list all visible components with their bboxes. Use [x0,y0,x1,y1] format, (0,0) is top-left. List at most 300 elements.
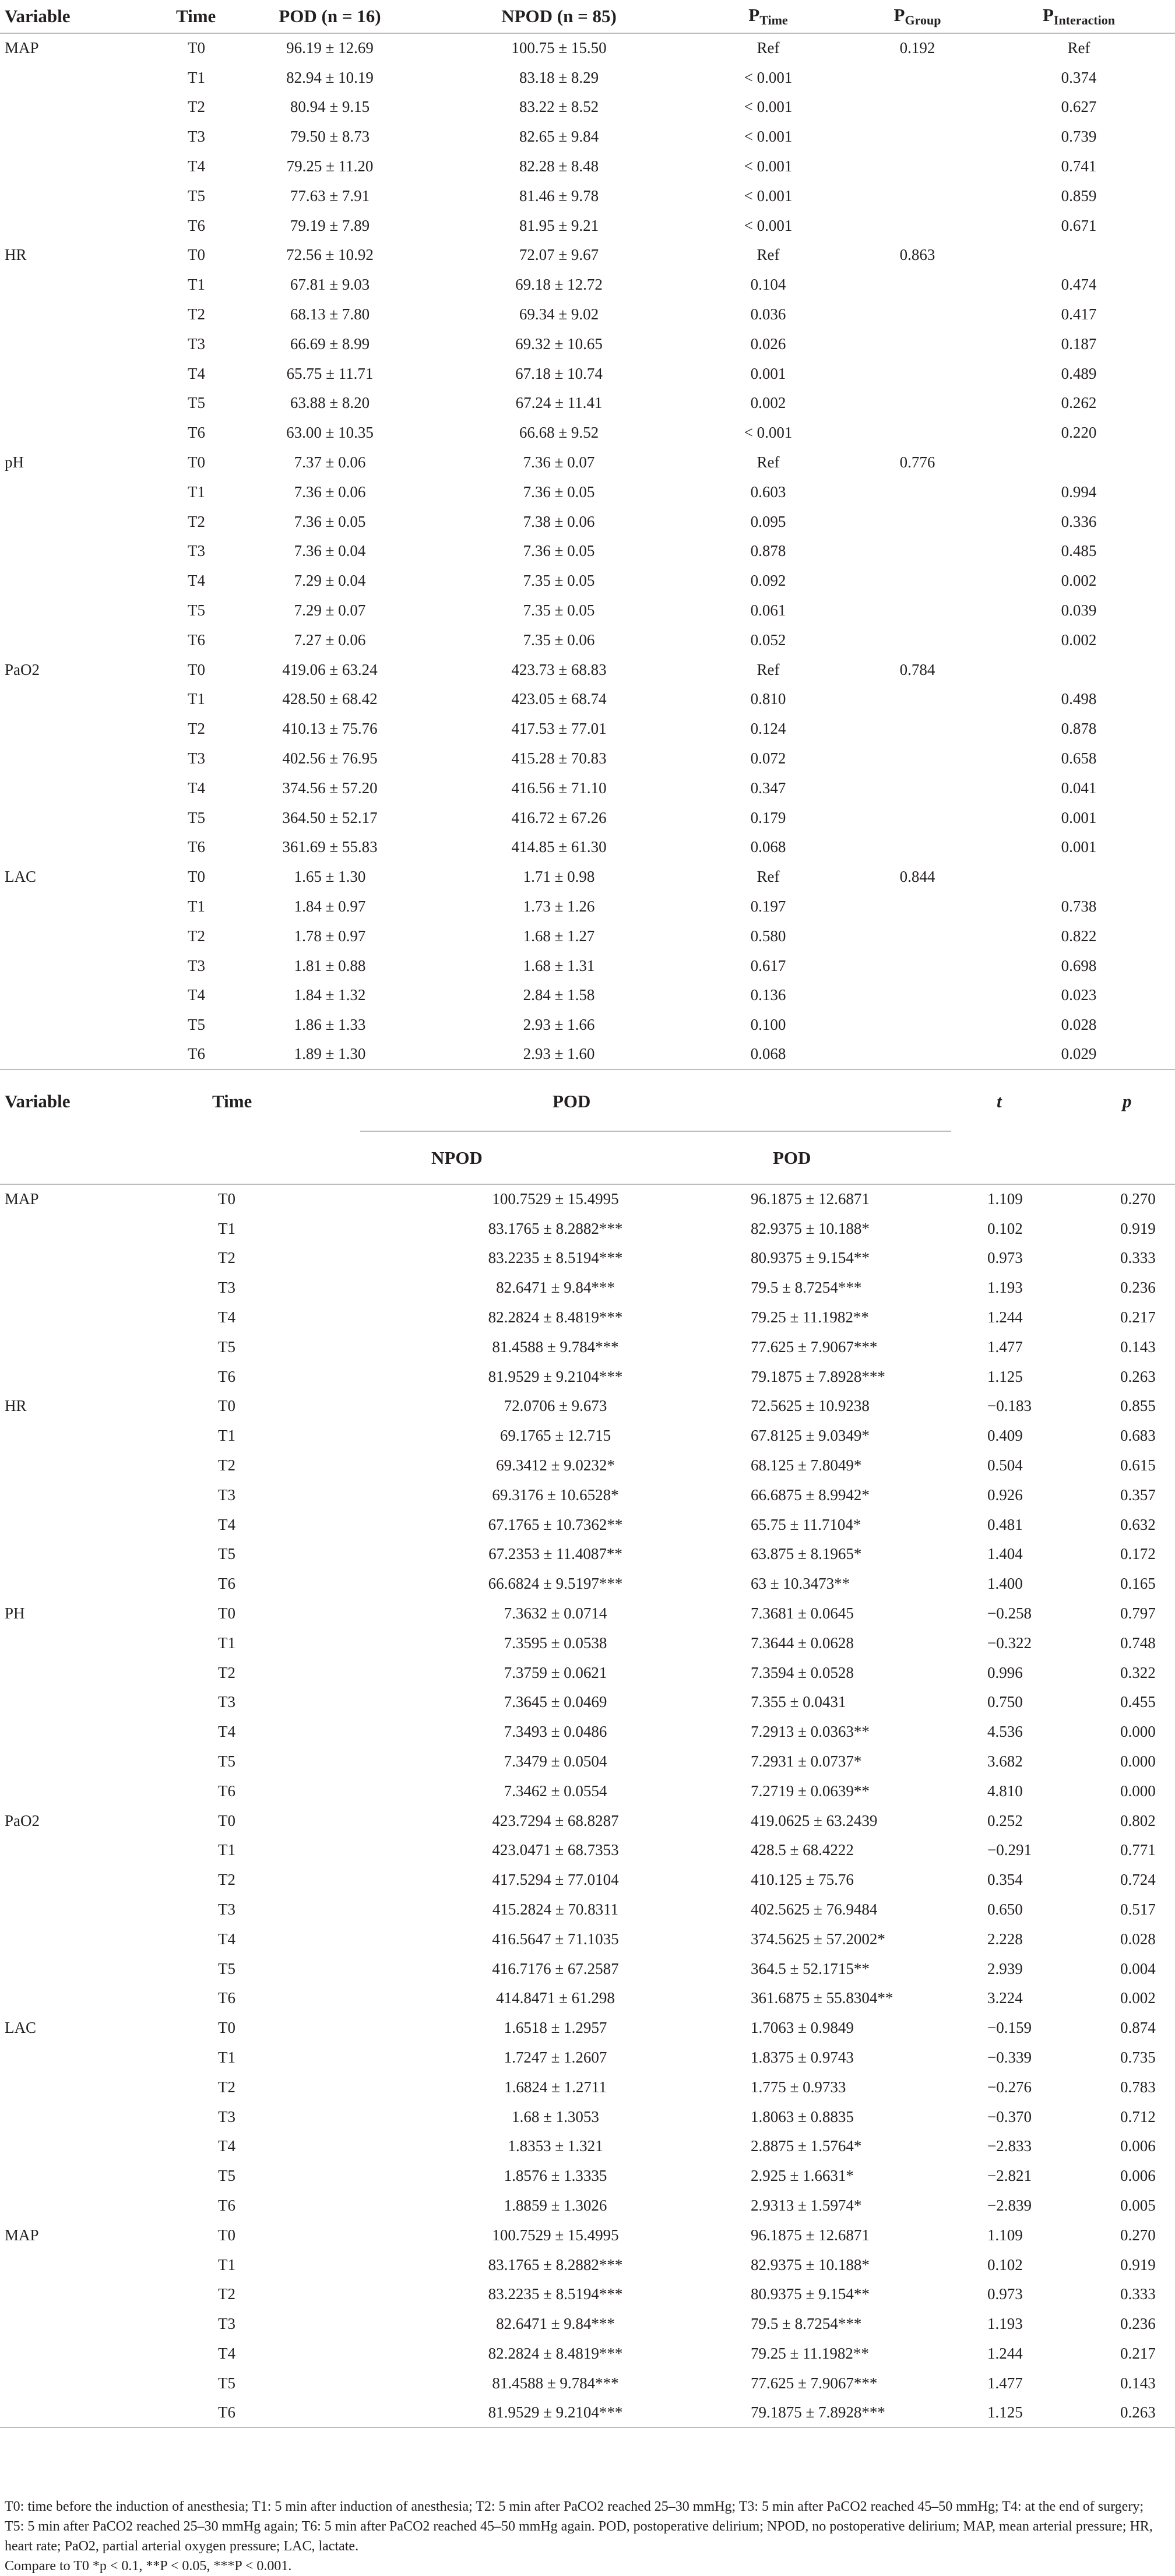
cell-p-interaction: 0.474 [1061,276,1097,294]
cell-time: T3 [188,128,205,146]
cell-variable: MAP [5,39,39,57]
cell-variable [0,892,169,921]
cell-variable: PaO2 [5,1811,40,1829]
cell-npod: 7.35 ± 0.05 [523,601,595,620]
cell-t: −2.833 [987,2137,1032,2155]
cell-p: 0.270 [1120,2226,1156,2244]
cell-npod: 1.8859 ± 1.3026 [504,2196,607,2214]
cell-variable [0,1776,203,1806]
cell-time: T5 [218,2167,235,2185]
cell-npod: 415.2824 ± 70.8311 [492,1901,619,1919]
cell-p-group [852,537,983,566]
cell-time: T6 [218,1989,235,2007]
table-row [0,448,1175,477]
cell-t: 0.102 [987,1219,1023,1237]
cell-variable [0,744,169,773]
cell-p-interaction: 0.002 [1061,631,1097,649]
cell-p-time: 0.052 [750,631,786,649]
cell-variable [0,1540,203,1569]
cell-time: T5 [218,1752,235,1771]
cell-p: 0.263 [1120,1367,1156,1385]
cell-time: T2 [218,2078,235,2096]
cell-pod: 428.50 ± 68.42 [282,690,378,708]
cell-variable [0,1040,169,1069]
table-row [0,596,1175,625]
cell-variable [0,2102,203,2132]
cell-pod: 79.19 ± 7.89 [290,216,370,234]
cell-p-time: 0.001 [750,364,786,382]
cell-p-group [852,477,983,507]
table-row [0,359,1175,389]
cell-p-interaction: 0.822 [1061,927,1097,945]
cell-time: T4 [218,1515,235,1533]
table-row [0,833,1175,863]
cell-npod: 82.28 ± 8.48 [519,157,599,175]
table-row [0,211,1175,241]
table-row [0,1747,1175,1776]
cell-npod: 1.8576 ± 1.3335 [504,2167,607,2185]
cell-p-interaction: 0.001 [1061,808,1097,826]
cell-time: T6 [169,1040,226,1069]
cell-time: T5 [218,1545,235,1563]
cell-pod: 82.9375 ± 10.188* [751,2255,870,2274]
cell-time: T6 [218,2196,235,2214]
cell-pod: 419.0625 ± 63.2439 [751,1811,878,1829]
cell-p-group [852,181,983,211]
cell-p: 0.919 [1120,2255,1156,2274]
cell-p-time: < 0.001 [744,128,793,146]
table-row [0,1040,1175,1069]
cell-p: 0.783 [1120,2078,1156,2096]
cell-pod: 1.86 ± 1.33 [294,1016,366,1034]
cell-t: −0.291 [987,1841,1032,1859]
table2-header-row-2 [0,1132,1175,1184]
cell-variable [0,1984,203,2014]
cell-variable: PH [5,1604,25,1623]
cell-p-interaction: 0.741 [1061,157,1097,175]
cell-npod: 7.3493 ± 0.0486 [504,1723,607,1741]
cell-time: T4 [218,1930,235,1948]
cell-pod: 79.1875 ± 7.8928*** [751,1367,885,1385]
cell-p-time: 0.068 [684,1040,852,1069]
cell-t: 0.973 [987,2285,1023,2303]
cell-time: T3 [218,2315,235,2333]
cell-pod: 80.9375 ± 9.154** [751,1249,870,1267]
header-time: Time [212,1091,252,1111]
cell-p: 0.683 [1120,1427,1156,1445]
cell-p-interaction: 0.671 [1061,216,1097,234]
cell-time: T3 [218,2107,235,2125]
cell-time: T2 [188,927,205,945]
cell-npod: 69.34 ± 9.02 [519,305,599,323]
cell-npod: 423.7294 ± 68.8287 [492,1811,619,1829]
cell-p-interaction: 0.374 [1061,68,1097,86]
cell-npod: 67.18 ± 10.74 [515,364,603,382]
cell-npod: 1.71 ± 0.98 [523,868,595,886]
cell-npod: 69.18 ± 12.72 [515,276,603,294]
cell-p-interaction: 0.336 [1061,512,1097,530]
cell-time: T1 [188,483,205,501]
table-row [0,537,1175,566]
cell-npod: 81.46 ± 9.78 [519,186,599,205]
cell-p: 0.000 [1120,1752,1156,1771]
cell-time: T4 [218,1723,235,1741]
cell-p-interaction: 0.028 [1061,1016,1097,1034]
cell-npod: 1.73 ± 1.26 [523,898,595,915]
cell-pod: 77.625 ± 7.9067*** [751,1338,878,1356]
cell-npod: 2.93 ± 1.60 [434,1040,684,1069]
table-row [0,921,1175,951]
cell-p-group [852,418,983,448]
cell-p-time: Ref [757,453,780,471]
cell-time: T5 [188,808,205,826]
cell-time: T1 [218,1219,235,1237]
cell-p: 0.236 [1120,1279,1156,1297]
cell-t: −0.339 [987,2049,1032,2066]
cell-time: T2 [188,512,205,530]
table-row [0,152,1175,181]
cell-time: T6 [188,424,205,442]
cell-p-interaction: 0.489 [1061,364,1097,382]
cell-npod: 83.22 ± 8.52 [519,98,599,116]
cell-time: T2 [188,720,205,738]
cell-time: T4 [188,572,205,590]
header-pod: POD [751,1132,951,1184]
table-row [0,33,1175,63]
table-row [0,566,1175,596]
cell-t: 1.477 [987,2374,1023,2392]
cell-t: 1.244 [987,1308,1023,1326]
cell-variable [0,2339,203,2369]
cell-variable [0,1569,203,1599]
cell-pod: 63.875 ± 8.1965* [751,1545,862,1563]
cell-variable [0,300,169,329]
cell-p-interaction: 0.485 [1061,542,1097,560]
cell-time: T2 [218,1249,235,1267]
cell-npod: 7.35 ± 0.06 [523,631,595,649]
cell-time: T0 [218,2226,235,2244]
cell-npod: 100.75 ± 15.50 [511,39,607,57]
cell-time: T1 [188,276,205,294]
cell-variable [0,418,169,448]
cell-pod: 82.94 ± 10.19 [286,68,374,86]
cell-p-group: 0.844 [899,868,935,886]
cell-time: T0 [188,453,205,471]
cell-variable: LAC [5,2019,36,2037]
header-p-interaction: $P_{Interaction}$ [983,0,1175,33]
cell-p-time: < 0.001 [744,98,793,116]
cell-p: 0.333 [1120,2285,1156,2303]
cell-time: T2 [188,305,205,323]
cell-variable [0,2309,203,2339]
cell-variable [0,2250,203,2280]
cell-npod: 7.38 ± 0.06 [523,512,595,530]
cell-p-time: 0.002 [750,394,786,412]
cell-pod: 1.84 ± 0.97 [294,898,366,915]
cell-time: T6 [218,1575,235,1593]
cell-t: −2.839 [987,2196,1032,2214]
cell-variable [0,122,169,152]
table-row [0,655,1175,685]
cell-pod: 63.00 ± 10.35 [286,424,374,442]
table-row [0,685,1175,715]
cell-npod: 100.7529 ± 15.4995 [492,2226,619,2244]
cell-variable [0,2279,203,2309]
cell-time: T2 [218,1456,235,1474]
cell-time: T2 [218,1871,235,1889]
cell-npod: 423.05 ± 68.74 [511,690,607,708]
cell-npod: 66.68 ± 9.52 [519,424,599,442]
cell-p-time: < 0.001 [744,157,793,175]
cell-time: T0 [218,1811,235,1829]
cell-pod: 68.125 ± 7.8049* [751,1456,862,1474]
cell-p: 0.217 [1120,2344,1156,2362]
cell-npod: 81.4588 ± 9.784*** [492,2374,619,2392]
cell-p-time: 0.347 [750,779,786,797]
table-row [0,1214,1175,1244]
cell-time: T4 [218,1308,235,1326]
cell-p-group [852,773,983,803]
cell-time: T1 [218,2049,235,2066]
cell-p-interaction: 0.001 [1061,838,1097,856]
cell-p-group [852,566,983,596]
cell-p: 0.919 [1120,1219,1156,1237]
cell-p: 0.615 [1120,1456,1156,1474]
cell-npod: 7.3595 ± 0.0538 [504,1634,607,1652]
cell-pod: 428.5 ± 68.4222 [751,1841,854,1859]
table-row [0,1569,1175,1599]
table-row [0,507,1175,537]
cell-pod: 67.81 ± 9.03 [290,276,370,294]
cell-variable: HR [5,246,27,264]
cell-npod: 416.56 ± 71.10 [511,779,607,797]
cell-npod: 2.84 ± 1.58 [523,986,595,1004]
cell-p-time: 0.036 [750,305,786,323]
cell-pod: 7.29 ± 0.04 [294,572,366,590]
cell-p: 0.322 [1120,1663,1156,1681]
table-row [0,1895,1175,1924]
table-row [0,2250,1175,2280]
cell-npod: 414.85 ± 61.30 [511,838,607,856]
cell-pod: 63.88 ± 8.20 [290,394,370,412]
table-row [0,1954,1175,1984]
cell-time: T6 [188,838,205,856]
table-row [0,714,1175,744]
table-row [0,477,1175,507]
cell-p-time: Ref [757,868,780,886]
cell-p-group [852,359,983,389]
cell-p-interaction: 0.739 [1061,128,1097,146]
cell-time: T0 [188,246,205,264]
cell-variable [0,93,169,122]
cell-p-time: 0.580 [750,927,786,945]
cell-p-time: 0.810 [750,690,786,708]
cell-p: 0.000 [1120,1782,1156,1800]
table-row [0,300,1175,329]
cell-time: T4 [188,779,205,797]
cell-pod: 1.8375 ± 0.9743 [751,2049,854,2066]
cell-variable [0,1688,203,1718]
table-row [0,1421,1175,1451]
abbreviations-footnote: T0: time before the induction of anesthesia; T1: 5 min after induction of anesthesia; T2: 5 min after PaCO2 reached 25–30 mmHg; T3: 5 min after PaCO2 reached 45–50 mmHg; T4: at the end of surgery; T5: 5 min after PaCO2 reached 25–30 mmHg again; T6: 5 min after PaCO2 reached 45–50 mmHg again. POD, postoperative delirium; NPOD, no postoperative delirium; MAP, mean arterial pressure; HR, heart rate; PaO2, partial arterial oxygen pressure; LAC, lactate. [5,2499,1153,2554]
cell-t: 0.409 [987,1427,1023,1445]
cell-p-interaction: 0.627 [1061,98,1097,116]
cell-npod: 82.6471 ± 9.84*** [496,1279,615,1297]
cell-p-group [852,300,983,329]
cell-p: 0.005 [1120,2196,1156,2214]
cell-time: T0 [188,868,205,886]
cell-npod: 416.72 ± 67.26 [511,808,607,826]
cell-variable [0,1303,203,1332]
table1-header-row [0,0,1175,33]
cell-variable [0,596,169,625]
cell-p-interaction: 0.859 [1061,186,1097,205]
cell-variable [0,1480,203,1510]
cell-variable [0,1954,203,1984]
cell-p-time: 0.092 [750,572,786,590]
cell-p-interaction: 0.878 [1061,720,1097,738]
cell-variable [0,1717,203,1747]
cell-variable [0,1658,203,1688]
cell-p-group [852,389,983,418]
header-variable: Variable [5,1091,71,1111]
cell-pod: 7.2913 ± 0.0363** [751,1723,870,1741]
cell-time: T6 [188,631,205,649]
table-row [0,773,1175,803]
cell-t: 4.536 [987,1723,1023,1741]
cell-variable [0,1244,203,1273]
table-row [0,892,1175,921]
cell-p-interaction [983,448,1175,477]
table-row [0,2339,1175,2369]
cell-pod: 80.9375 ± 9.154** [751,2285,870,2303]
header-p-group: $P_{Group}$ [852,0,983,33]
table-row [0,625,1175,655]
cell-t: −0.370 [987,2107,1032,2125]
cell-variable [0,951,169,981]
table-row [0,1332,1175,1362]
cell-t: −0.159 [987,2019,1032,2037]
cell-p: 0.217 [1120,1308,1156,1326]
cell-p-time: < 0.001 [744,424,793,442]
cell-pod: 96.19 ± 12.69 [286,39,374,57]
cell-npod: 415.28 ± 70.83 [511,749,607,768]
cell-variable: pH [5,453,24,471]
cell-p: 0.517 [1120,1901,1156,1919]
cell-pod: 79.25 ± 11.1982** [751,2344,869,2362]
cell-p-group [852,744,983,773]
cell-time: T5 [188,601,205,620]
cell-pod: 7.37 ± 0.06 [294,453,366,471]
cell-pod: 96.1875 ± 12.6871 [751,1190,870,1208]
cell-p: 0.165 [1120,1575,1156,1593]
cell-variable [0,359,169,389]
cell-pod: 410.125 ± 75.76 [751,1871,854,1889]
table-row [0,744,1175,773]
cell-p-time: Ref [757,246,780,264]
cell-variable [0,537,169,566]
table-row [0,241,1175,270]
cell-npod: 423.0471 ± 68.7353 [492,1841,619,1859]
cell-p-time: 0.197 [750,898,786,915]
cell-p-group [852,951,983,981]
cell-pod: 7.36 ± 0.04 [294,542,366,560]
header-variable: Variable [0,0,169,33]
cell-p: 0.143 [1120,1338,1156,1356]
cell-pod: 79.25 ± 11.20 [286,157,374,175]
cell-variable [0,566,169,596]
cell-pod: 72.5625 ± 10.9238 [751,1397,870,1415]
cell-npod: 416.7176 ± 67.2587 [492,1959,619,1977]
table-row [0,1776,1175,1806]
cell-t: 1.404 [987,1545,1023,1563]
cell-time: T5 [188,394,205,412]
cell-p-time: 0.104 [750,276,786,294]
cell-variable: PaO2 [5,660,40,678]
cell-time: T5 [218,1959,235,1977]
header-p-time: $P_{Time}$ [684,0,852,33]
cell-p: 0.006 [1120,2167,1156,2185]
cell-pod: 361.6875 ± 55.8304** [751,1989,893,2007]
cell-variable [0,1510,203,1540]
cell-npod: 1.6518 ± 1.2957 [504,2019,607,2037]
cell-p-group [852,211,983,241]
cell-p-group [852,152,983,181]
cell-pod: 1.78 ± 0.97 [294,927,366,945]
cell-p-group [852,329,983,359]
cell-npod: 1.6824 ± 1.2711 [504,2078,607,2096]
table-row [0,2309,1175,2339]
cell-variable [0,389,169,418]
cell-p-time: 0.878 [750,542,786,560]
cell-npod: 423.73 ± 68.83 [511,660,607,678]
cell-t: 1.193 [987,2315,1023,2333]
cell-time: T5 [218,2374,235,2392]
cell-pod: 1.65 ± 1.30 [294,868,366,886]
cell-npod: 417.53 ± 77.01 [511,720,607,738]
table-row [0,1184,1175,1214]
table2-body [0,1184,1175,2427]
cell-p-group [852,921,983,951]
cell-time: T1 [218,1634,235,1652]
cell-p-group [852,833,983,863]
cell-variable [0,152,169,181]
significance-footnote: Compare to T0 *p < 0.1, **P < 0.05, ***P < 0.001. [5,2559,292,2574]
cell-npod: 72.07 ± 9.67 [519,246,599,264]
cell-time: T2 [188,98,205,116]
cell-t: 1.477 [987,1338,1023,1356]
cell-time: T5 [188,186,205,205]
cell-p-interaction: 0.220 [1061,424,1097,442]
cell-npod: 82.2824 ± 8.4819*** [488,2344,623,2362]
table-row [0,1273,1175,1303]
cell-t: −0.258 [987,1604,1032,1623]
cell-t: 0.973 [987,1249,1023,1267]
table-row [0,1244,1175,1273]
cell-pod: 1.775 ± 0.9733 [751,2078,846,2096]
cell-npod: 69.3412 ± 9.0232* [496,1456,615,1474]
cell-variable [0,181,169,211]
cell-time: T3 [188,335,205,353]
cell-time: T6 [203,2398,360,2428]
cell-variable: HR [5,1397,27,1415]
table-row [0,181,1175,211]
cell-time: T1 [188,898,205,915]
cell-p-group [852,892,983,921]
cell-pod: 2.8875 ± 1.5764* [751,2137,862,2155]
cell-p: 0.270 [1120,1190,1156,1208]
cell-p: 0.333 [1120,1249,1156,1267]
